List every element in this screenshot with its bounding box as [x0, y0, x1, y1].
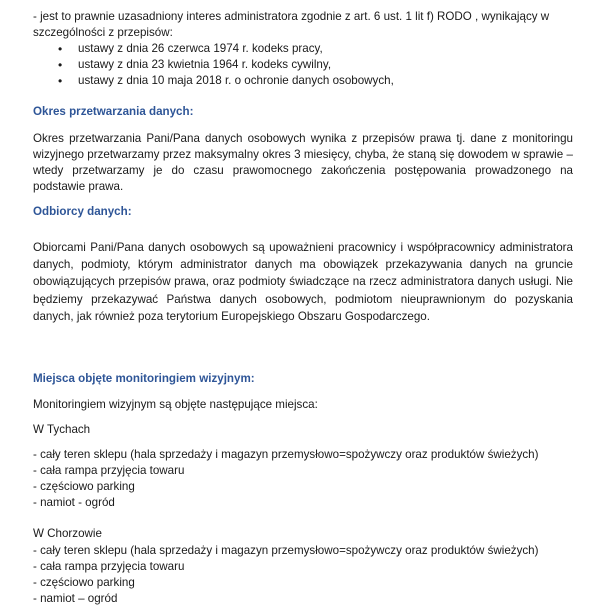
intro-section — [33, 9, 573, 89]
law-list — [33, 41, 573, 89]
list-item: - cały teren sklepu (hala sprzedaży i magazyn przemysłowo=spożywczy oraz produktów świeżych) — [33, 448, 539, 461]
law-item: • ustawy z dnia 26 czerwca 1974 r. kodeks pracy, — [33, 41, 573, 57]
list-item: - cała rampa przyjęcia towaru — [33, 560, 185, 573]
law-item: • ustawy z dnia 10 maja 2018 r. o ochronie danych osobowych, — [33, 73, 573, 89]
location-title-chorzow: W Chorzowie — [33, 527, 102, 540]
miejsca-intro: Monitoringiem wizyjnym są objęte następujące miejsca: — [33, 398, 318, 411]
location-list-tychy — [33, 447, 573, 511]
list-item: - namiot – ogród — [33, 592, 118, 605]
section-heading-miejsca: Miejsca objęte monitoringiem wizyjnym: — [33, 372, 255, 385]
law-item: • ustawy z dnia 23 kwietnia 1964 r. kodeks cywilny, — [33, 57, 573, 73]
list-item: - cały teren sklepu (hala sprzedaży i magazyn przemysłowo=spożywczy oraz produktów świeżych) — [33, 544, 539, 557]
odbiorcy-paragraph: Obiorcami Pani/Pana danych osobowych są upoważnieni pracownicy i współpracownicy administratora danych, podmioty, którym administrator danych ma obowiązek przekazywania danych na gruncie obowiązujących przepisów prawa, oraz podmioty świadczące na rzecz administratora danych usługi. Nie będziemy przekazywać Państwa danych osobowych, podmiotom nieuprawnionym do pozyskania danych, jak również poza terytorium Europejskiego Obszaru Gospodarczego. — [33, 241, 573, 323]
list-item: - częściowo parking — [33, 576, 135, 589]
okres-paragraph: Okres przetwarzania Pani/Pana danych osobowych wynika z przepisów prawa tj. dane z monitoringu wizyjnego przetwarzamy przez maksymalny okres 3 miesięcy, chyba, że staną się dowodem w sprawie – wtedy przetwarzamy je do czasu prawomocnego zakończenia postępowania prowadzonego na podstawie prawa. — [33, 132, 573, 193]
section-heading-odbiorcy: Odbiorcy danych: — [33, 205, 132, 218]
intro-text: - jest to prawnie uzasadniony interes administratora zgodnie z art. 6 ust. 1 lit f) RODO , wynikający w szczególności z przepisów: — [33, 10, 550, 39]
location-title-tychy: W Tychach — [33, 423, 91, 436]
section-heading-okres: Okres przetwarzania danych: — [33, 105, 194, 118]
list-item: - cała rampa przyjęcia towaru — [33, 464, 185, 477]
location-list-chorzow — [33, 543, 573, 607]
list-item: - częściowo parking — [33, 480, 135, 493]
list-item: - namiot - ogród — [33, 496, 115, 509]
